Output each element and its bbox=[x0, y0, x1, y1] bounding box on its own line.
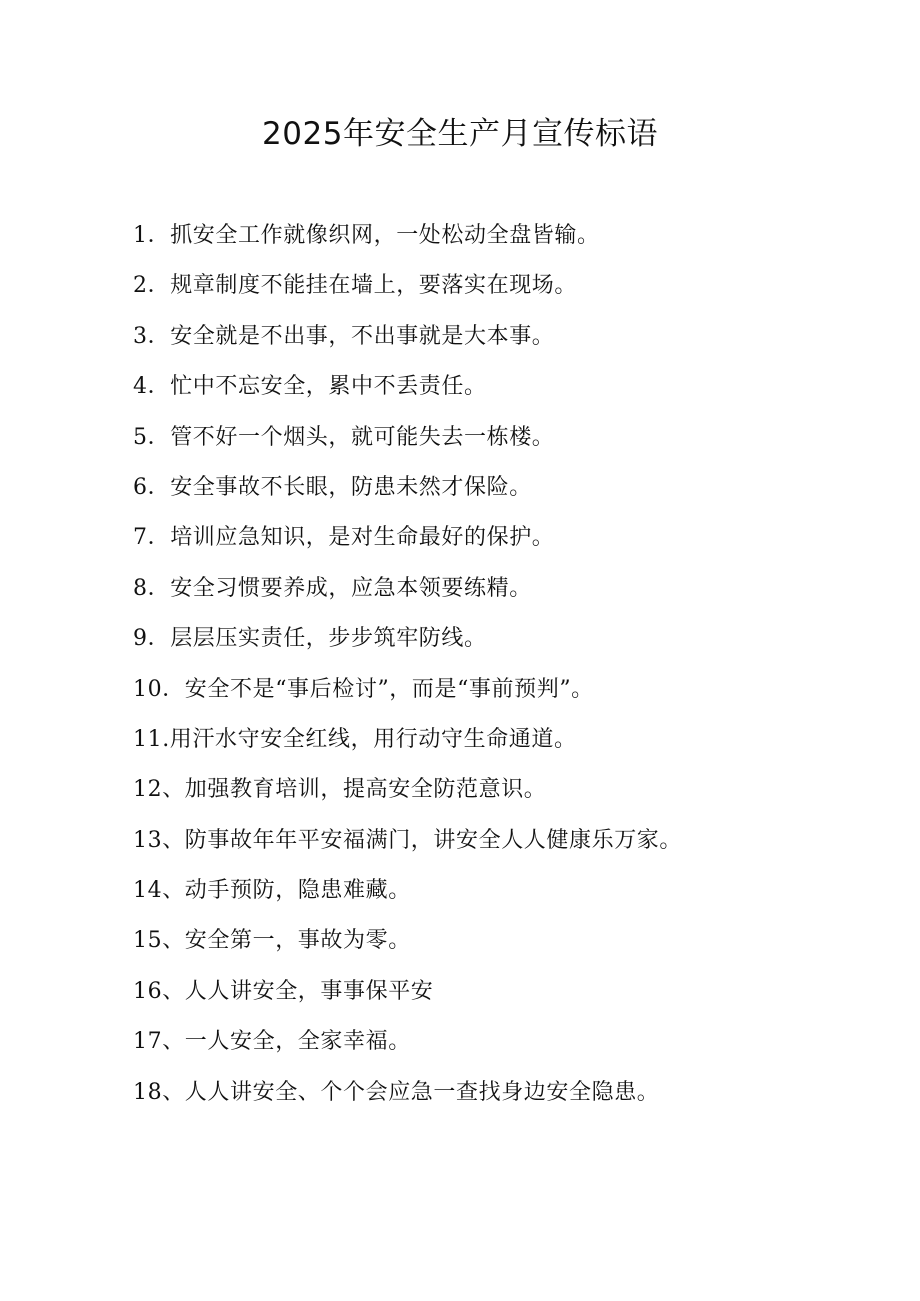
slogan-item: 10．安全不是“事后检讨”，而是“事前预判”。 bbox=[133, 676, 594, 702]
slogan-item: 11.用汗水守安全红线，用行动守生命通道。 bbox=[133, 726, 577, 752]
slogan-item: 13、防事故年年平安福满门，讲安全人人健康乐万家。 bbox=[133, 827, 682, 853]
slogan-item: 2．规章制度不能挂在墙上，要落实在现场。 bbox=[133, 273, 577, 299]
slogan-item: 1．抓安全工作就像织网，一处松动全盘皆输。 bbox=[133, 223, 600, 248]
slogan-item: 5．管不好一个烟头，就可能失去一栋楼。 bbox=[133, 424, 555, 450]
slogan-item: 17、一人安全，全家幸福。 bbox=[133, 1029, 411, 1055]
slogan-item: 8．安全习惯要养成，应急本领要练精。 bbox=[133, 575, 532, 601]
slogan-item: 16、人人讲安全，事事保平安 bbox=[133, 978, 434, 1004]
slogan-list bbox=[133, 216, 893, 1123]
slogan-item: 4．忙中不忘安全，累中不丢责任。 bbox=[133, 374, 487, 400]
slogan-item: 3．安全就是不出事，不出事就是大本事。 bbox=[133, 323, 555, 349]
slogan-item: 18、人人讲安全、个个会应急一查找身边安全隐患。 bbox=[133, 1079, 660, 1105]
slogan-item: 14、动手预防，隐患难藏。 bbox=[133, 878, 411, 904]
slogan-item: 12、加强教育培训，提高安全防范意识。 bbox=[133, 777, 547, 803]
slogan-item: 6．安全事故不长眼，防患未然才保险。 bbox=[133, 474, 532, 500]
slogan-item: 15、安全第一，事故为零。 bbox=[133, 928, 411, 954]
slogan-item: 9．层层压实责任，步步筑牢防线。 bbox=[133, 626, 487, 652]
document-title: 2025年安全生产月宣传标语 bbox=[262, 116, 658, 152]
slogan-item: 7．培训应急知识，是对生命最好的保护。 bbox=[133, 525, 555, 551]
